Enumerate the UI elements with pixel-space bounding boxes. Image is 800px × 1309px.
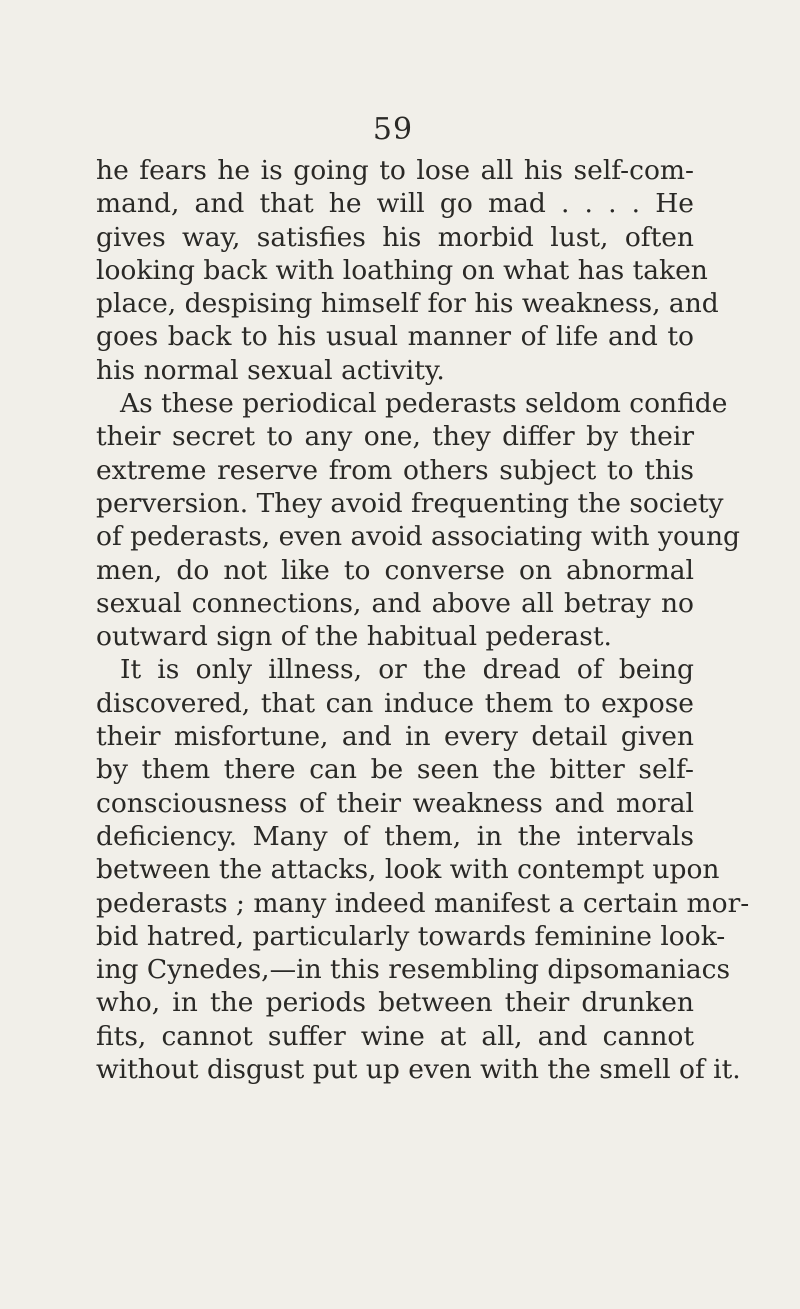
text-line: extreme reserve from others subject to this <box>96 454 694 486</box>
text-line: consciousness of their weakness and moral <box>96 787 694 819</box>
text-line: gives way, satisfies his morbid lust, often <box>96 221 694 253</box>
paragraph-2 <box>96 387 741 653</box>
text-line: between the attacks, look with contempt upon <box>96 854 720 886</box>
text-line: by them there can be seen the bitter self- <box>96 754 694 786</box>
text-line: his normal sexual activity. <box>96 354 445 386</box>
paragraph-1 <box>96 154 719 387</box>
text-line: their secret to any one, they differ by their <box>96 421 694 453</box>
text-line: without disgust put up even with the smell of it. <box>96 1054 741 1086</box>
text-line: their misfortune, and in every detail given <box>96 721 694 753</box>
text-line: fits, cannot suffer wine at all, and cannot <box>96 1020 694 1052</box>
text-line: perversion. They avoid frequenting the society <box>96 487 724 519</box>
text-line: discovered, that can induce them to expose <box>96 687 694 719</box>
text-line: deficiency. Many of them, in the intervals <box>96 820 694 852</box>
page-number: 59 <box>372 112 414 147</box>
text-line: outward sign of the habitual pederast. <box>96 621 612 653</box>
text-line: ing Cynedes,—in this resembling dipsomaniacs <box>96 954 731 986</box>
text-line: of pederasts, even avoid associating with young <box>96 521 741 553</box>
text-line: As these periodical pederasts seldom confide <box>120 388 728 420</box>
text-line: looking back with loathing on what has taken <box>96 254 708 286</box>
text-line: he fears he is going to lose all his self-com- <box>96 155 694 186</box>
text-line: pederasts ; many indeed manifest a certain mor- <box>96 887 750 919</box>
text-line: place, despising himself for his weakness, and <box>96 288 719 320</box>
text-line: It is only illness, or the dread of being <box>120 654 694 686</box>
text-line: men, do not like to converse on abnormal <box>96 554 694 586</box>
text-line: sexual connections, and above all betray no <box>96 587 694 619</box>
text-line: who, in the periods between their drunken <box>96 987 694 1019</box>
body-text <box>96 154 750 1086</box>
text-line: goes back to his usual manner of life and to <box>96 321 694 353</box>
text-line: mand, and that he will go mad . . . . He <box>96 188 694 220</box>
text-line: bid hatred, particularly towards feminine look- <box>96 920 726 952</box>
paragraph-3 <box>96 653 750 1086</box>
